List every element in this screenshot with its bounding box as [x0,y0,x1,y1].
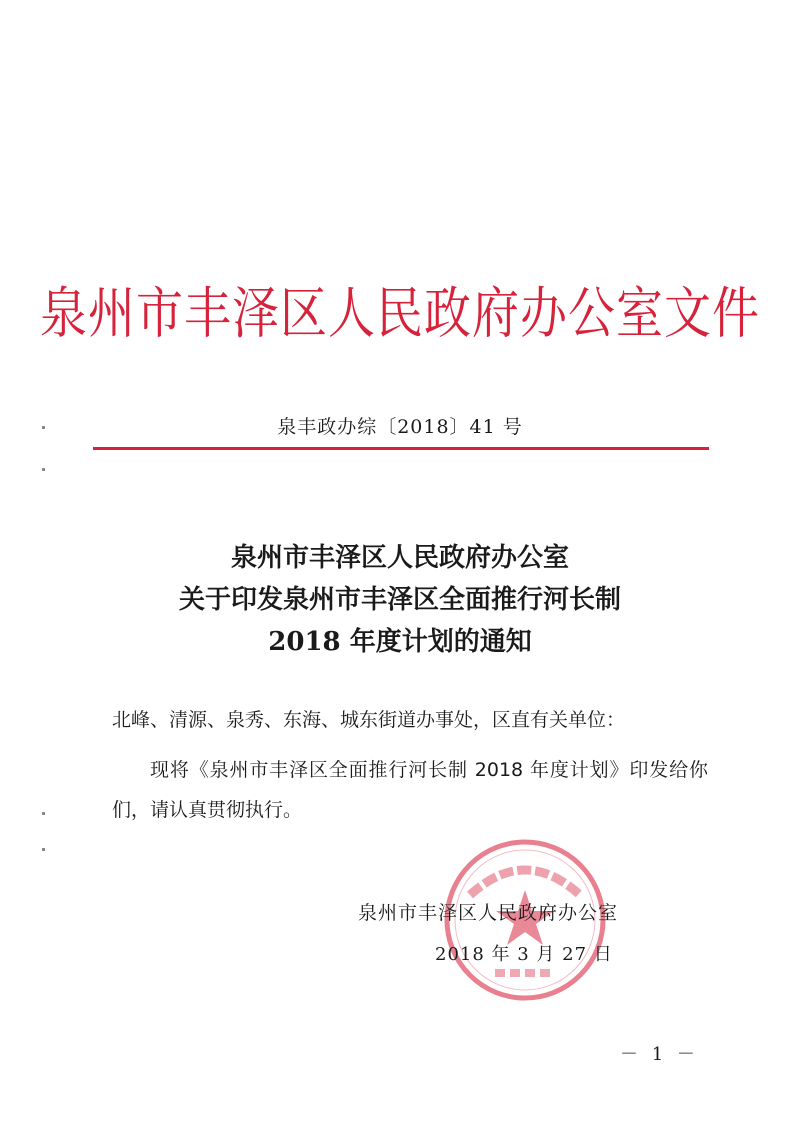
notice-title-line-1: 泉州市丰泽区人民政府办公室 [230,543,569,573]
scan-artifact [42,426,45,429]
red-divider-line [93,447,709,450]
scan-artifact [42,848,45,851]
notice-title [0,537,800,663]
page-number: － 1 － [620,1044,699,1065]
issuer-signature: 泉州市丰泽区人民政府办公室 [358,902,619,924]
notice-title-line-3: 2018 年度计划的通知 [268,627,532,657]
body-paragraph: 现将《泉州市丰泽区全面推行河长制 2018 年度计划》印发给你们，请认真贯彻执行。 [112,759,708,821]
notice-title-line-2: 关于印发泉州市丰泽区全面推行河长制 [178,585,621,615]
recipients-line: 北峰、清源、泉秀、东海、城东街道办事处，区直有关单位： [112,709,626,731]
scan-artifact [42,468,45,471]
issue-date: 2018 年 3 月 27 日 [435,944,613,965]
scan-artifact [42,812,45,815]
document-number: 泉丰政办综〔2018〕41 号 [277,416,523,438]
document-header-title: 泉州市丰泽区人民政府办公室文件 [40,281,760,347]
